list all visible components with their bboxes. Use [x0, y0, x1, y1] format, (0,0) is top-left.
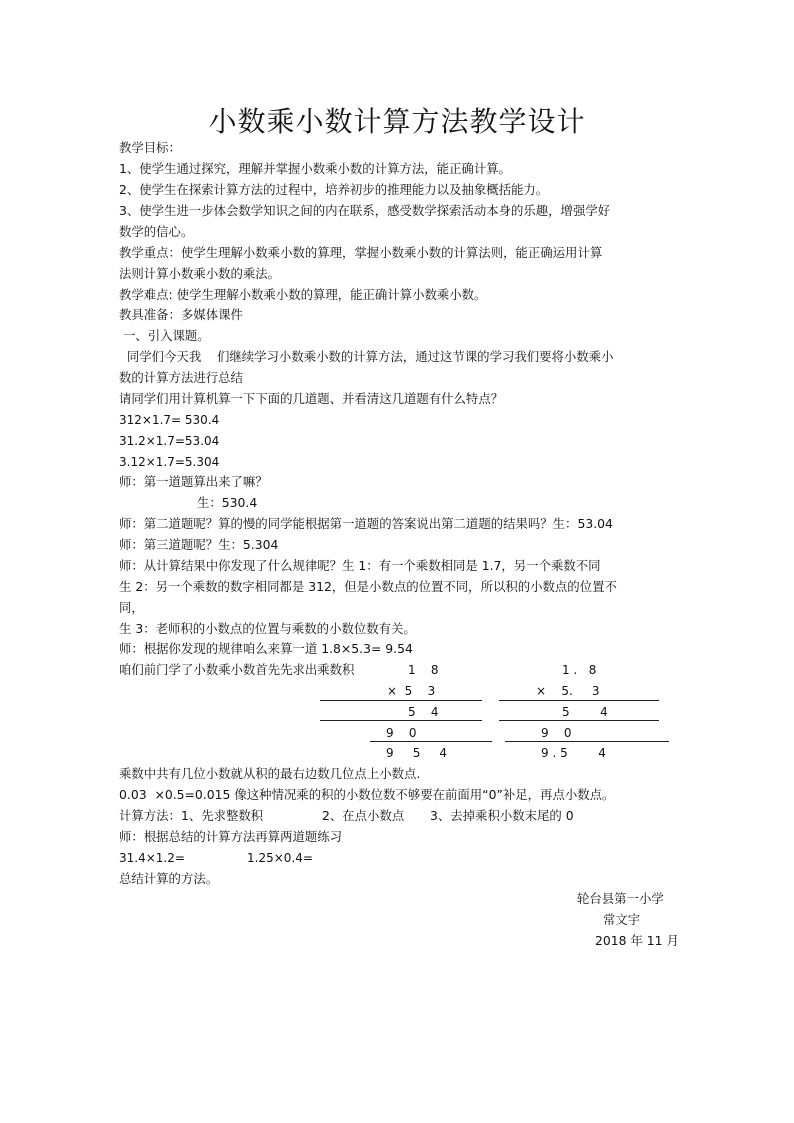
calc-left-row2: × 5 3: [387, 684, 436, 698]
objective-3: 3、使学生进一步体会数学知识之间的内在联系，感受数学探索活动本身的乐趣，增强学好: [119, 203, 611, 218]
practice-instruction: 师：根据总结的计算方法再算两道题练习: [119, 829, 343, 844]
intro-text-cont: 数的计算方法进行总结: [119, 370, 243, 385]
rule-text: 乘数中共有几位小数就从积的最右边数几位点上小数点.: [119, 766, 421, 781]
teacher-q2: 师：第二道题呢？算的慢的同学能根据第一道题的答案说出第二道题的结果吗？生：53.04: [119, 516, 613, 531]
method-intro: 咱们前门学了小数乘小数首先先求出乘数积: [119, 662, 355, 677]
objective-2: 2、使学生在探索计算方法的过程中，培养初步的推理能力以及抽象概括能力。: [119, 182, 549, 197]
instruction: 请同学们用计算机算一下下面的几道题、并看清这几道题有什么特点？: [119, 391, 504, 406]
practice-1: 31.4×1.2=: [119, 851, 185, 865]
zero-fill-example: 0.03 ×0.5=0.015 像这种情况乘的积的小数位数不够要在前面用“0”补足，再点小数点。: [119, 787, 615, 802]
calc-right-row5: 9 . 5 4: [541, 746, 606, 760]
calc-left-line2: [320, 720, 482, 721]
calc-right-row2: × 5. 3: [536, 684, 600, 698]
objective-1: 1、使学生通过探究，理解并掌握小数乘小数的计算方法，能正确计算。: [119, 161, 511, 176]
student-2: 生 2：另一个乘数的数字相同都是 312，但是小数点的位置不同，所以积的小数点的位置不: [119, 579, 617, 594]
equation-3: 3.12×1.7=5.304: [119, 455, 220, 469]
signature-school: 轮台县第一小学: [577, 891, 664, 906]
signature-name: 常文宇: [603, 912, 641, 927]
difficult-points: 教学难点: 使学生理解小数乘小数的算理，能正确计算小数乘小数。: [119, 287, 487, 302]
objective-3-cont: 数学的信心。: [119, 224, 194, 239]
objectives-heading: 教学目标：: [119, 140, 181, 155]
teacher-example: 师：根据你发现的规律咱么来算一道 1.8×5.3= 9.54: [119, 641, 413, 656]
intro-text: 同学们今天我 们继续学习小数乘小数的计算方法，通过这节课的学习我们要将小数乘小: [119, 349, 614, 364]
calc-left-row5: 9 5 4: [386, 746, 448, 760]
teaching-aids: 教具准备：多媒体课件: [119, 307, 243, 322]
calc-left-line1: [320, 700, 482, 701]
calc-right-line2: [499, 720, 659, 721]
teacher-q1: 师：第一道题算出来了嘛？: [119, 474, 268, 489]
document-title: 小数乘小数计算方法教学设计: [208, 105, 586, 138]
calc-left-row3: 5 4: [408, 705, 439, 719]
calc-right-line3: [505, 741, 669, 742]
signature-date: 2018 年 11 月: [595, 933, 679, 948]
method-step-2: 2、在点小数点: [322, 808, 405, 823]
calc-left-row4: 9 0: [386, 726, 417, 740]
method-step-3: 3、去掉乘积小数末尾的 0: [430, 808, 574, 823]
summary: 总结计算的方法。: [119, 871, 219, 886]
calc-left-line3: [370, 741, 492, 742]
calc-right-row1: 1 . 8: [562, 663, 597, 677]
student-2-cont: 同，: [119, 600, 144, 615]
student-3: 生 3：老师积的小数点的位置与乘数的小数位数有关。: [119, 621, 416, 636]
calc-left-row1: 1 8: [408, 663, 439, 677]
calc-right-line1: [499, 700, 659, 701]
method-step-1: 计算方法：1、先求整数积: [119, 808, 264, 823]
practice-2: 1.25×0.4=: [247, 851, 313, 865]
key-points-cont: 法则计算小数乘小数的乘法。: [119, 266, 281, 281]
key-points: 教学重点：使学生理解小数乘小数的算理，掌握小数乘小数的计算法则，能正确运用计算: [119, 245, 603, 260]
section-intro: 一、引入课题。: [119, 328, 210, 343]
calc-right-row4: 9 0: [541, 726, 572, 740]
teacher-q4: 师：从计算结果中你发现了什么规律呢？生 1：有一个乘数相同是 1.7，另一个乘数不同: [119, 558, 601, 573]
student-a1: 生：530.4: [197, 495, 258, 510]
equation-1: 312×1.7= 530.4: [119, 413, 220, 427]
equation-2: 31.2×1.7=53.04: [119, 434, 220, 448]
calc-right-row3: 5 4: [562, 705, 608, 719]
teacher-q3: 师：第三道题呢？生：5.304: [119, 537, 279, 552]
